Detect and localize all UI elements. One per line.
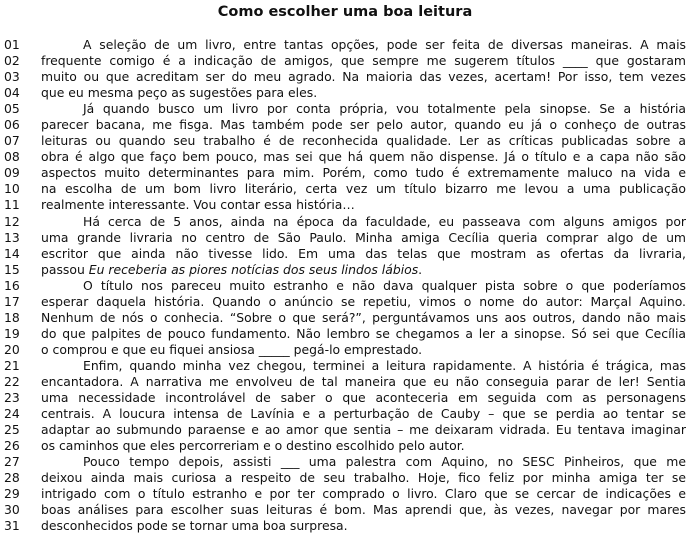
text-line	[0, 101, 690, 117]
line-number: 04	[4, 85, 20, 101]
line-text	[41, 101, 686, 117]
text-span: os caminhos que eles percorreriam e o destino escolhido pelo autor.	[41, 438, 465, 454]
text-span: escritor que ainda não tivesse lido. Em uma das telas que mostram as ofertas da livraria,	[41, 245, 686, 261]
text-span: muito ou que acreditam ser do meu agrado. Na maioria das vezes, acertam! Por isso, tem vezes	[41, 69, 686, 85]
line-text	[41, 374, 686, 390]
line-number: 13	[4, 229, 20, 245]
line-number: 01	[4, 37, 20, 52]
text-span: uma necessidade incontrolável de saber o que aconteceria em seguida com as personagens	[41, 390, 686, 406]
document-title: Como escolher uma boa leitura	[217, 4, 473, 20]
text-line	[0, 454, 690, 470]
text-span: Nenhum de nós o conhecia. “Sobre o que será?”, perguntávamos uns aos outros, dando não mais	[41, 309, 686, 325]
line-number: 14	[4, 245, 20, 261]
line-number: 27	[4, 454, 20, 470]
line-number: 19	[4, 325, 20, 341]
line-text	[41, 133, 686, 149]
text-line	[0, 326, 690, 342]
text-span: passou	[41, 261, 89, 277]
text-span: centrais. A loucura intensa de Lavínia e a perturbação de Cauby – que se perdia ao tentar se	[41, 406, 686, 422]
text-line	[0, 181, 690, 197]
line-text	[41, 262, 686, 278]
text-line	[0, 197, 690, 213]
text-line	[0, 262, 690, 278]
line-number: 22	[4, 373, 20, 389]
line-number: 26	[4, 438, 20, 454]
book-title-italic: Eu receberia as piores notícias dos seus lindos lábios	[88, 261, 419, 277]
text-span: boas análises para escolher suas leituras é bom. Mas aprendi que, às vezes, navegar por mares	[41, 502, 686, 518]
text-span: na escolha de um bom livro literário, certa vez um título bizarro me levou a uma publicação	[41, 181, 686, 197]
text-span: Pouco tempo depois, assisti ___ uma palestra com Aquino, no SESC Pinheiros, que me	[83, 454, 686, 470]
line-number: 30	[4, 502, 20, 518]
line-text	[41, 197, 686, 213]
line-text	[41, 502, 686, 518]
text-line	[0, 486, 690, 502]
line-text	[41, 294, 686, 310]
text-line	[0, 214, 690, 230]
text-line	[0, 406, 690, 422]
line-number: 03	[4, 69, 20, 85]
text-line	[0, 69, 690, 85]
text-span: frequente comigo é a indicação de amigos, que sempre me sugerem títulos ____ que gostaram	[41, 53, 686, 69]
line-text	[41, 486, 686, 502]
line-text	[41, 422, 686, 438]
text-span: do que palpites de pouco fundamento. Não lembro se chegamos a ler a sinopse. Só sei que Cecília	[41, 325, 686, 341]
line-text	[41, 342, 686, 358]
line-text	[41, 326, 686, 342]
line-number: 24	[4, 406, 20, 422]
text-line	[0, 310, 690, 326]
line-text	[41, 85, 686, 101]
text-line	[0, 374, 690, 390]
line-text	[41, 246, 686, 262]
text-line	[0, 342, 690, 358]
line-text	[41, 117, 686, 133]
line-number: 20	[4, 341, 20, 357]
text-span: O título nos pareceu muito estranho e não dava qualquer pista sobre o que poderíamos	[83, 277, 686, 293]
text-body	[0, 37, 690, 534]
text-line	[0, 470, 690, 486]
text-span: o comprou e que eu fiquei ansiosa _____ pegá-lo emprestado.	[41, 341, 423, 357]
line-text	[41, 37, 686, 53]
text-line	[0, 85, 690, 101]
text-line	[0, 133, 690, 149]
text-line	[0, 37, 690, 53]
line-number: 15	[4, 261, 20, 277]
line-text	[41, 181, 686, 197]
line-number: 08	[4, 149, 20, 165]
text-line	[0, 390, 690, 406]
text-line	[0, 358, 690, 374]
line-text	[41, 149, 686, 165]
text-line	[0, 502, 690, 518]
text-span: obra é algo que faço bem pouco, mas sei que há quem não dispense. Já o título e a capa não são	[41, 149, 686, 165]
text-span: desconhecidos pode se tornar uma boa surpresa.	[41, 518, 348, 534]
text-span: que eu mesma peço as sugestões para eles.	[41, 85, 318, 101]
line-number: 11	[4, 197, 20, 213]
text-line	[0, 518, 690, 534]
text-span: uma grande livraria no centro de São Paulo. Minha amiga Cecília queria comprar algo de um	[41, 229, 686, 245]
text-span: Já quando busco um livro por conta própria, vou totalmente pela sinopse. Se a história	[83, 101, 686, 117]
text-line	[0, 438, 690, 454]
line-number: 16	[4, 277, 20, 293]
line-number: 29	[4, 486, 20, 502]
line-text	[41, 69, 686, 85]
line-number: 07	[4, 133, 20, 149]
text-line	[0, 165, 690, 181]
line-number: 12	[4, 213, 20, 229]
text-line	[0, 117, 690, 133]
line-text	[41, 438, 686, 454]
text-span: .	[418, 261, 423, 277]
line-text	[41, 165, 686, 181]
text-span: intrigado com o título estranho e por ter comprado o livro. Claro que se cercar de indicações e	[41, 486, 686, 502]
line-text	[41, 214, 686, 230]
text-line	[0, 422, 690, 438]
text-span: adaptar ao submundo paraense e ao amor que sentia – me deixaram vidrada. Eu tentava imaginar	[41, 422, 686, 438]
text-span: realmente interessante. Vou contar essa história…	[41, 197, 355, 213]
line-text	[41, 406, 686, 422]
text-span: aspectos muito determinantes para mim. Porém, como tudo é extremamente maluco na vida e	[41, 165, 686, 181]
line-number: 23	[4, 390, 20, 406]
line-number: 28	[4, 470, 20, 486]
line-number: 05	[4, 101, 20, 117]
text-span: leituras ou quando seu trabalho é de reconhecida qualidade. Ler as críticas publicadas sobre a	[41, 133, 686, 149]
text-span: deixou ainda mais curiosa a respeito de seu trabalho. Hoje, fico feliz por minha amiga ter se	[41, 470, 686, 486]
line-text	[41, 310, 686, 326]
line-number: 21	[4, 357, 20, 373]
line-number: 31	[4, 518, 20, 534]
line-number: 09	[4, 165, 20, 181]
line-text	[41, 230, 686, 246]
line-text	[41, 278, 686, 294]
text-line	[0, 230, 690, 246]
line-text	[41, 390, 686, 406]
line-text	[41, 454, 686, 470]
line-number: 25	[4, 422, 20, 438]
line-text	[41, 518, 686, 534]
line-text	[41, 470, 686, 486]
text-line	[0, 149, 690, 165]
line-number: 17	[4, 293, 20, 309]
text-span: A seleção de um livro, entre tantas opções, pode ser feita de diversas maneiras. A mais	[83, 37, 686, 52]
line-number: 10	[4, 181, 20, 197]
text-span: Enfim, quando minha vez chegou, terminei a leitura rapidamente. A história é trágica, mas	[83, 357, 686, 373]
text-line	[0, 278, 690, 294]
text-span: parecer bacana, me fisga. Mas também pode ser pelo autor, quando eu já o conheço de outras	[41, 117, 686, 133]
text-line	[0, 246, 690, 262]
line-text	[41, 358, 686, 374]
text-line	[0, 294, 690, 310]
line-number: 18	[4, 309, 20, 325]
line-number: 02	[4, 53, 20, 69]
text-span: esperar daquela história. Quando o anúncio se repetiu, vimos o nome do autor: Marçal Aquino.	[41, 293, 686, 309]
text-span: encantadora. A narrativa me envolveu de tal maneira que eu não conseguia parar de ler! Sentia	[41, 373, 686, 389]
text-line	[0, 53, 690, 69]
line-number: 06	[4, 117, 20, 133]
text-span: Há cerca de 5 anos, ainda na época da faculdade, eu passeava com alguns amigos por	[83, 213, 686, 229]
line-text	[41, 53, 686, 69]
